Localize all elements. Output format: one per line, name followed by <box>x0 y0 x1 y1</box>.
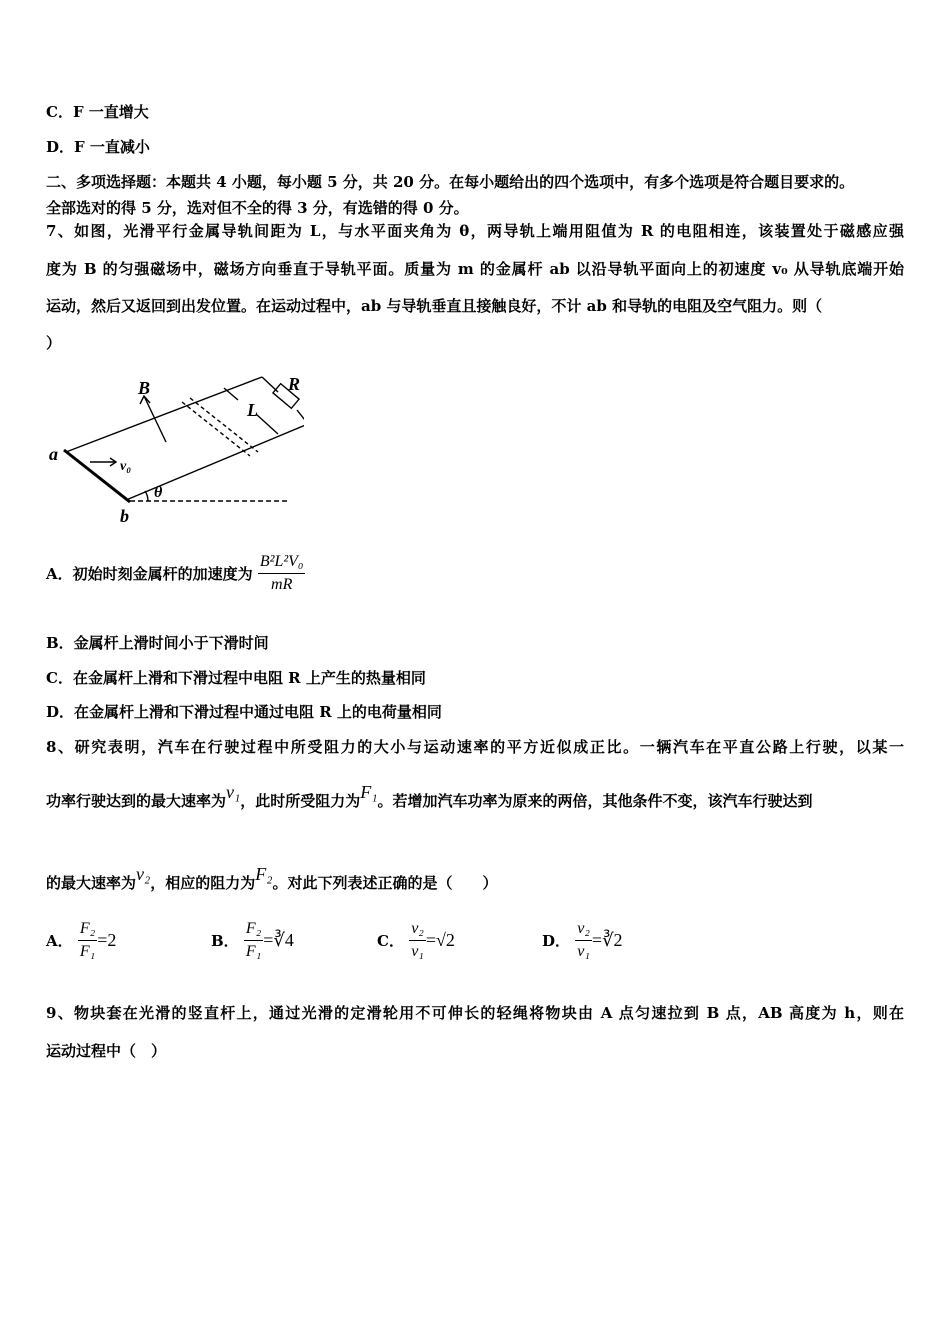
q8-option-a-label: A． <box>46 932 73 950</box>
q7-option-a-denominator: mR <box>271 576 293 593</box>
q8-v1: v₁ <box>226 782 241 802</box>
q7-option-c: C．在金属杆上滑和下滑过程中电阻 R 上产生的热量相同 <box>46 669 426 687</box>
label-r: R <box>288 374 301 394</box>
q8-option-c-num: v₂ <box>409 918 426 941</box>
label-b-rod: b <box>120 506 129 526</box>
q8-option-a-num: F₂ <box>78 918 97 941</box>
q8-line3-a: 的最大速率为 <box>46 874 137 892</box>
q7-line2: 度为 B 的匀强磁场中，磁场方向垂直于导轨平面。质量为 m 的金属杆 ab 以沿导轨平面向上的初速度 v₀ 从导轨底端开始 <box>46 260 904 278</box>
q7-option-a <box>46 551 305 596</box>
q8-option-a-rhs: =2 <box>97 930 117 950</box>
q8-option-b <box>211 918 294 963</box>
q8-option-b-fraction <box>244 918 263 963</box>
q8-line3-c: 。对此下列表述正确的是（ ） <box>272 874 498 892</box>
q7-option-a-text: A．初始时刻金属杆的加速度为 <box>46 565 253 583</box>
label-b-field: B <box>138 378 151 398</box>
q8-option-d-den: v₁ <box>577 943 590 960</box>
q8-line1: 8、研究表明，汽车在行驶过程中所受阻力的大小与运动速率的平方近似成正比。一辆汽车在平直公路上行驶，以某一 <box>46 738 904 756</box>
q8-line2 <box>46 782 813 811</box>
q7-line4: ） <box>46 334 62 352</box>
q7-line1: 7、如图，光滑平行金属导轨间距为 L，与水平面夹角为 θ，两导轨上端用阻值为 R 的电阻相连，该装置处于磁感应强 <box>46 222 904 240</box>
q8-option-a <box>46 918 116 963</box>
q7-option-d: D．在金属杆上滑和下滑过程中通过电阻 R 上的电荷量相同 <box>46 703 442 721</box>
q8-option-d-label: D． <box>542 932 571 950</box>
q8-option-b-rhs: =∛4 <box>263 930 294 950</box>
q8-option-b-den: F₁ <box>245 943 262 960</box>
q8-option-b-num: F₂ <box>244 918 263 941</box>
q8-option-a-fraction <box>78 918 97 963</box>
label-v0: v₀ <box>120 459 132 474</box>
q8-line3-b: ，相应的阻力为 <box>150 874 256 892</box>
q8-option-b-label: B． <box>211 932 239 950</box>
q8-option-d-num: v₂ <box>575 918 592 941</box>
q8-line2-b: ，此时所受阻力为 <box>240 792 361 810</box>
q8-option-c-rhs: =√2 <box>425 930 455 950</box>
q7-option-a-fraction <box>258 551 306 596</box>
q8-f1: F₁ <box>360 782 378 802</box>
q8-line2-a: 功率行驶达到的最大速率为 <box>46 792 227 810</box>
label-theta: θ <box>154 484 163 501</box>
q7-line3: 运动，然后又返回到出发位置。在运动过程中，ab 与导轨垂直且接触良好，不计 ab 和导轨的电阻及空气阻力。则（ <box>46 297 823 315</box>
q8-v2: v₂ <box>136 864 151 884</box>
q9-line2: 运动过程中（ ） <box>46 1042 167 1060</box>
q7-rail-figure <box>44 372 304 527</box>
section2-heading-line1: 二、多项选择题：本题共 4 小题，每小题 5 分，共 20 分。在每小题给出的四个选项中，有多个选项是符合题目要求的。 <box>46 173 855 191</box>
q8-option-c-label: C． <box>377 932 404 950</box>
q8-option-c-den: v₁ <box>411 943 424 960</box>
q8-option-d <box>542 918 623 963</box>
q8-option-c-fraction <box>409 918 426 963</box>
option-q6-c: C．F 一直增大 <box>46 103 149 121</box>
q9-line1: 9、物块套在光滑的竖直杆上，通过光滑的定滑轮用不可伸长的轻绳将物块由 A 点匀速拉到 B 点，AB 高度为 h，则在 <box>46 1004 904 1022</box>
q7-option-b: B．金属杆上滑时间小于下滑时间 <box>46 634 269 652</box>
option-q6-d: D．F 一直减小 <box>46 138 150 156</box>
label-l: L <box>247 400 258 420</box>
q7-option-a-numerator: B²L²V₀ <box>258 551 306 574</box>
q8-line3 <box>46 864 498 893</box>
label-a: a <box>49 444 58 464</box>
q8-f2: F₂ <box>255 864 273 884</box>
q8-option-d-rhs: =∛2 <box>591 930 623 950</box>
section2-heading-line2: 全部选对的得 5 分，选对但不全的得 3 分，有选错的得 0 分。 <box>46 199 469 217</box>
q8-option-d-fraction <box>575 918 592 963</box>
q8-line2-c: 。若增加汽车功率为原来的两倍，其他条件不变，该汽车行驶达到 <box>377 792 813 810</box>
q8-option-a-den: F₁ <box>79 943 96 960</box>
q8-option-c <box>377 918 455 963</box>
